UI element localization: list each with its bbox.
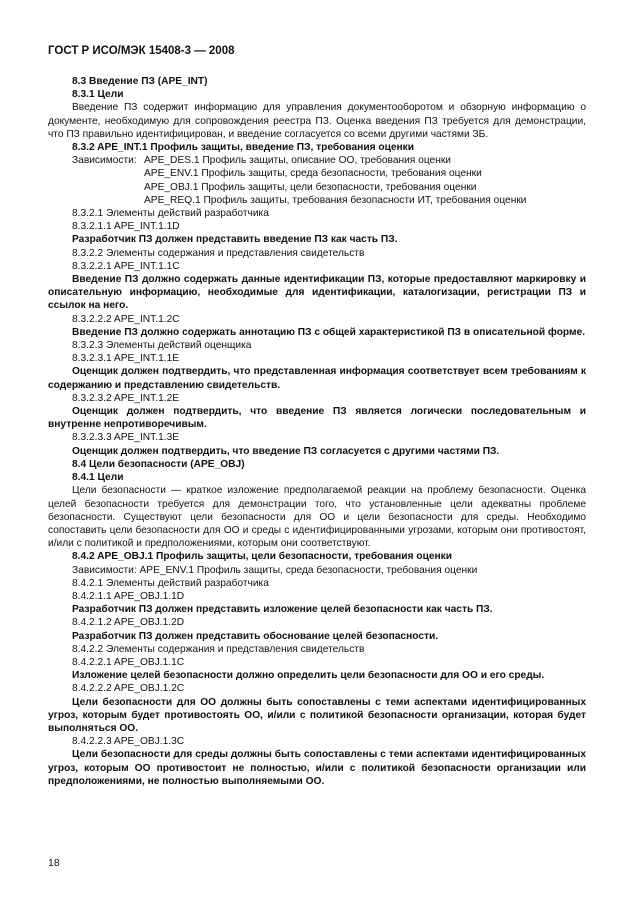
requirement-text: Введение ПЗ должно содержать данные идентификации ПЗ, которые предоставляют маркировку и описательную информацию, необходимые для идентификации, каталогизации, регистрации ПЗ и ссылок на него.	[48, 274, 586, 312]
requirement-text: Изложение целей безопасности должно определить цели безопасности для ОО и его среды.	[72, 670, 545, 682]
dependency-item: APE_ENV.1 Профиль защиты, среда безопасности, требования оценки	[144, 168, 482, 180]
clause-heading: 8.3.2.3 Элементы действий оценщика	[72, 340, 252, 352]
section-heading: 8.4 Цели безопасности (APE_OBJ)	[72, 458, 245, 470]
dependencies-list	[144, 154, 586, 207]
clause-id: 8.4.2.2.2 APE_OBJ.1.2C	[72, 683, 185, 695]
dependencies-line: Зависимости: APE_ENV.1 Профиль защиты, среда безопасности, требования оценки	[72, 564, 478, 576]
requirement-text: Цели безопасности для ОО должны быть сопоставлены с теми аспектами идентифицированных угроз, которым будет противостоять ОО, и/или с политикой безопасности организации, которая будет выполняться ОО.	[48, 696, 586, 734]
clause-heading: 8.4.2.1 Элементы действий разработчика	[72, 577, 269, 589]
subsection-heading: 8.3.2 APE_INT.1 Профиль защиты, введение ПЗ, требования оценки	[72, 142, 415, 154]
clause-heading: 8.3.2.1 Элементы действий разработчика	[72, 208, 269, 220]
paragraph: Введение ПЗ содержит информацию для управления документооборотом и обзорную информацию о документе, необходимую для сопровождения реестра ПЗ. Оценка введения ПЗ требуется для демонстрации, что ПЗ правильно идентифицирован, и введение согласуется со всеми другими частями ЗБ.	[48, 102, 586, 140]
subsection-heading: 8.3.1 Цели	[72, 89, 124, 101]
requirement-text: Разработчик ПЗ должен представить изложение целей безопасности как часть ПЗ.	[72, 604, 493, 616]
dependency-item: APE_REQ.1 Профиль защиты, требования безопасности ИТ, требования оценки	[144, 194, 527, 206]
document-header: ГОСТ Р ИСО/МЭК 15408-3 — 2008	[48, 45, 235, 57]
clause-id: 8.4.2.1.1 APE_OBJ.1.1D	[72, 590, 185, 602]
clause-heading: 8.3.2.2 Элементы содержания и представления свидетельств	[72, 247, 365, 259]
clause-id: 8.3.2.2.2 APE_INT.1.2C	[72, 313, 180, 325]
clause-id: 8.3.2.1.1 APE_INT.1.1D	[72, 221, 180, 233]
subsection-heading: 8.4.1 Цели	[72, 472, 124, 484]
section-heading: 8.3 Введение ПЗ (APE_INT)	[72, 76, 208, 87]
dependencies-label: Зависимости:	[72, 155, 137, 167]
clause-id: 8.4.2.1.2 APE_OBJ.1.2D	[72, 617, 185, 629]
page-number: 18	[48, 857, 60, 869]
clause-id: 8.3.2.3.2 APE_INT.1.2E	[72, 392, 180, 404]
requirement-text: Разработчик ПЗ должен представить обоснование целей безопасности.	[72, 630, 439, 642]
requirement-text: Оценщик должен подтвердить, что представленная информация соответствует всем требованиям к содержанию и представлению свидетельств.	[48, 366, 586, 391]
clause-id: 8.3.2.3.1 APE_INT.1.1E	[72, 353, 180, 365]
requirement-text: Оценщик должен подтвердить, что введение ПЗ согласуется с другими частями ПЗ.	[72, 445, 500, 457]
requirement-text: Цели безопасности для среды должны быть сопоставлены с теми аспектами идентифицированных угроз, которым ОО противостоит не полностью, и/или с политикой безопасности организации или предположениями, не полностью выполняемыми ОО.	[48, 749, 586, 787]
dependency-item: APE_OBJ.1 Профиль защиты, цели безопасности, требования оценки	[144, 181, 477, 193]
requirement-text: Разработчик ПЗ должен представить введение ПЗ как часть ПЗ.	[72, 234, 398, 246]
dependencies-block	[48, 154, 586, 207]
page-content	[48, 75, 586, 788]
clause-id: 8.4.2.2.3 APE_OBJ.1.3C	[72, 736, 185, 748]
subsection-heading: 8.4.2 APE_OBJ.1 Профиль защиты, цели безопасности, требования оценки	[72, 551, 453, 563]
requirement-text: Оценщик должен подтвердить, что введение ПЗ является логически последовательным и внутренне непротиворечивым.	[48, 406, 586, 431]
clause-id: 8.3.2.2.1 APE_INT.1.1C	[72, 260, 180, 272]
dependency-item: APE_DES.1 Профиль защиты, описание ОО, требования оценки	[144, 155, 451, 167]
clause-id: 8.3.2.3.3 APE_INT.1.3E	[72, 432, 180, 444]
clause-heading: 8.4.2.2 Элементы содержания и представления свидетельств	[72, 643, 365, 655]
clause-id: 8.4.2.2.1 APE_OBJ.1.1C	[72, 656, 185, 668]
paragraph: Цели безопасности — краткое изложение предполагаемой реакции на проблему безопасности. Оценка целей безопасности требуется для демонстрации того, что установленные цели адекватны проблеме безопасности. Существуют цели безопасности для ОО и цели безопасности для среды. Необходимо сопоставить цели безопасности для ОО и среды с идентифицированными угрозами, которым они противостоят, и/или с политикой и предположениями, которым они соответствуют.	[48, 485, 586, 550]
requirement-text: Введение ПЗ должно содержать аннотацию ПЗ с общей характеристикой ПЗ в описательной форме.	[72, 326, 586, 338]
